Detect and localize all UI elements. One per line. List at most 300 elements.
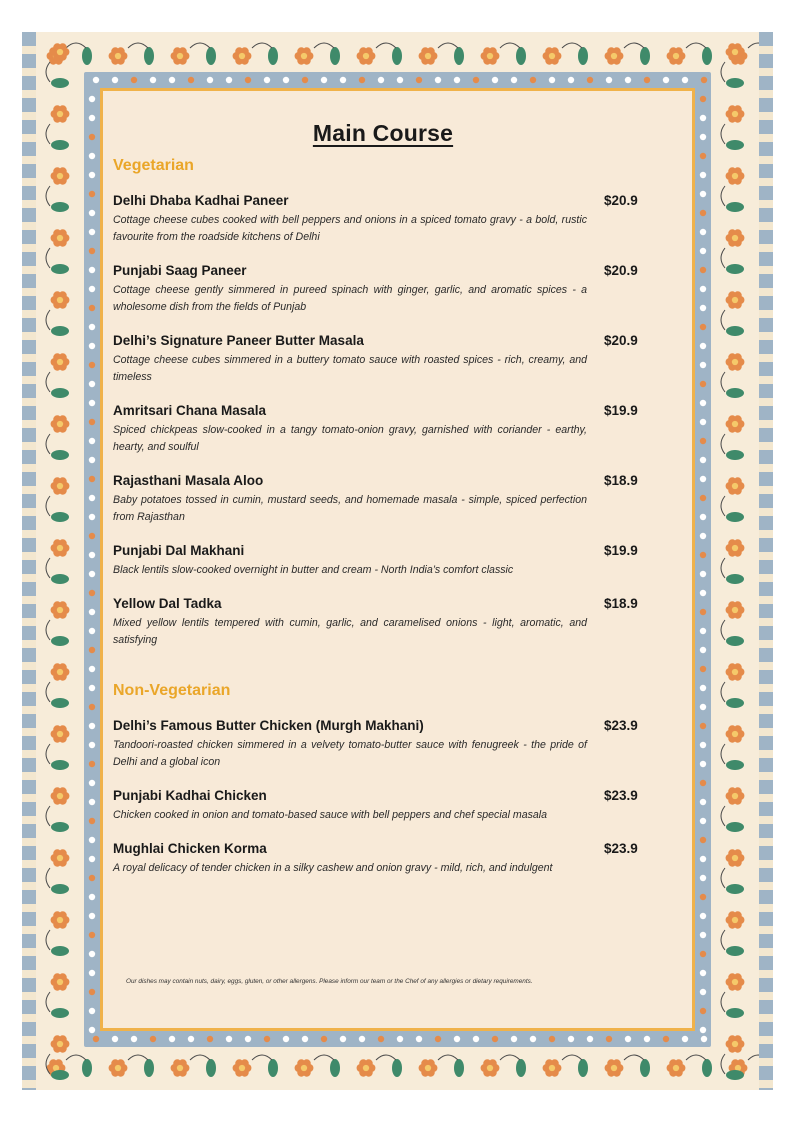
- leaf-icon: [51, 140, 69, 150]
- leaf-icon: [726, 636, 744, 646]
- frame-dot: [492, 1036, 498, 1042]
- frame-dot: [700, 362, 706, 368]
- leaf-icon: [578, 47, 588, 65]
- item-name: Delhi’s Famous Butter Chicken (Murgh Makhani): [113, 718, 424, 733]
- leaf-icon: [726, 450, 744, 460]
- frame-dot: [340, 1036, 346, 1042]
- frame-dot: [700, 875, 706, 881]
- leaf-icon: [726, 822, 744, 832]
- frame-dot: [89, 913, 95, 919]
- frame-dot: [700, 552, 706, 558]
- frame-dot: [89, 970, 95, 976]
- flower-icon: [605, 47, 624, 64]
- flower-icon: [171, 1059, 190, 1076]
- frame-dot: [283, 77, 289, 83]
- frame-dot: [89, 1008, 95, 1014]
- leaf-icon: [516, 1059, 526, 1077]
- frame-dot: [700, 628, 706, 634]
- menu-item: [113, 788, 653, 824]
- frame-dot: [700, 894, 706, 900]
- frame-dot: [359, 77, 365, 83]
- flower-icon: [726, 601, 745, 618]
- frame-dot: [188, 1036, 194, 1042]
- frame-dot: [89, 552, 95, 558]
- frame-dot: [89, 400, 95, 406]
- flower-icon: [51, 415, 70, 432]
- frame-dot: [89, 609, 95, 615]
- flower-icon: [726, 477, 745, 494]
- leaf-icon: [454, 47, 464, 65]
- frame-dot: [397, 77, 403, 83]
- frame-dot: [511, 1036, 517, 1042]
- menu-item: [113, 403, 653, 456]
- frame-dot: [378, 1036, 384, 1042]
- frame-dot: [587, 77, 593, 83]
- flower-icon: [51, 167, 70, 184]
- frame-dot: [188, 77, 194, 83]
- flower-icon: [357, 1059, 376, 1076]
- frame-dot: [700, 723, 706, 729]
- frame-dot: [700, 1008, 706, 1014]
- flower-icon: [51, 601, 70, 618]
- leaf-icon: [51, 574, 69, 584]
- frame-dot: [89, 191, 95, 197]
- frame-dot: [89, 324, 95, 330]
- frame-dot: [264, 77, 270, 83]
- frame-dot: [359, 1036, 365, 1042]
- frame-dot: [549, 1036, 555, 1042]
- leaf-icon: [51, 1070, 69, 1080]
- item-description: Spiced chickpeas slow-cooked in a tangy tomato-onion gravy, garnished with coriander - earthy, hearty, and soulful: [113, 424, 587, 453]
- frame-dot: [89, 229, 95, 235]
- item-price: $18.9: [604, 596, 638, 611]
- flower-icon: [51, 291, 70, 308]
- leaf-icon: [726, 574, 744, 584]
- frame-dot: [89, 476, 95, 482]
- menu-item: [113, 193, 653, 246]
- section-gap: [113, 666, 653, 682]
- frame-dot: [89, 286, 95, 292]
- section-heading-non-vegetarian: Non-Vegetarian: [113, 682, 231, 699]
- frame-dot: [700, 989, 706, 995]
- leaf-icon: [726, 140, 744, 150]
- frame-dot: [89, 1027, 95, 1033]
- leaf-icon: [726, 78, 744, 88]
- frame-dot: [700, 400, 706, 406]
- frame-dot: [89, 248, 95, 254]
- flower-icon: [51, 477, 70, 494]
- flower-icon: [419, 1059, 438, 1076]
- frame-dot: [89, 438, 95, 444]
- frame-dot: [112, 1036, 118, 1042]
- frame-dot: [663, 77, 669, 83]
- frame-dot: [131, 77, 137, 83]
- border-stripe-left: [22, 32, 36, 1090]
- frame-dot: [700, 286, 706, 292]
- menu-item: [113, 841, 653, 877]
- allergen-footnote: Our dishes may contain nuts, dairy, eggs, gluten, or other allergens. Please inform our team or the Chef of any allergies or dietary requirements.: [126, 978, 533, 985]
- frame-dot: [89, 495, 95, 501]
- flower-icon: [726, 1035, 745, 1052]
- item-price: $23.9: [604, 841, 638, 856]
- frame-dot: [89, 571, 95, 577]
- leaf-icon: [726, 698, 744, 708]
- item-name: Delhi Dhaba Kadhai Paneer: [113, 193, 289, 208]
- item-description: Baby potatoes tossed in cumin, mustard seeds, and homemade masala - simple, spiced perfection from Rajasthan: [113, 494, 587, 523]
- frame-dot: [700, 913, 706, 919]
- frame-dot: [587, 1036, 593, 1042]
- frame-dot: [700, 419, 706, 425]
- floral-border-bottom: [36, 1046, 759, 1090]
- flower-icon: [357, 47, 376, 64]
- leaf-icon: [726, 326, 744, 336]
- flower-icon: [726, 43, 745, 60]
- frame-dot: [700, 647, 706, 653]
- frame-dot: [700, 96, 706, 102]
- flower-icon: [51, 849, 70, 866]
- leaf-icon: [51, 636, 69, 646]
- frame-dot: [700, 457, 706, 463]
- frame-dot: [700, 153, 706, 159]
- frame-dot: [700, 571, 706, 577]
- frame-dot: [700, 514, 706, 520]
- flower-icon: [51, 787, 70, 804]
- frame-dot: [89, 704, 95, 710]
- leaf-icon: [51, 512, 69, 522]
- leaf-icon: [516, 47, 526, 65]
- frame-dot: [625, 77, 631, 83]
- frame-dot: [682, 1036, 688, 1042]
- leaf-icon: [144, 47, 154, 65]
- flower-icon: [543, 47, 562, 64]
- item-description: Cottage cheese gently simmered in pureed spinach with ginger, garlic, and aromatic spices - a wholesome dish from the fields of Punjab: [113, 284, 587, 313]
- leaf-icon: [330, 47, 340, 65]
- frame-dot: [700, 229, 706, 235]
- frame-dot: [700, 172, 706, 178]
- frame-dot: [89, 115, 95, 121]
- frame-dot: [89, 894, 95, 900]
- frame-dot: [89, 647, 95, 653]
- flower-icon: [233, 1059, 252, 1076]
- frame-dot: [530, 77, 536, 83]
- page-title: Main Course: [312, 120, 454, 146]
- item-name: Rajasthani Masala Aloo: [113, 473, 264, 488]
- frame-dot: [89, 666, 95, 672]
- frame-dot: [700, 210, 706, 216]
- frame-dot: [700, 742, 706, 748]
- frame-dot: [700, 780, 706, 786]
- frame-dot: [663, 1036, 669, 1042]
- menu-item: [113, 263, 653, 316]
- flower-icon: [726, 291, 745, 308]
- frame-dot: [700, 590, 706, 596]
- flower-icon: [543, 1059, 562, 1076]
- frame-dot: [131, 1036, 137, 1042]
- frame-dot: [89, 381, 95, 387]
- frame-dot: [473, 1036, 479, 1042]
- item-name: Punjabi Kadhai Chicken: [113, 788, 267, 803]
- flower-icon: [726, 973, 745, 990]
- flower-icon: [51, 43, 70, 60]
- frame-dot: [700, 1027, 706, 1033]
- leaf-icon: [206, 1059, 216, 1077]
- frame-dot: [700, 248, 706, 254]
- frame-dot: [454, 1036, 460, 1042]
- leaf-icon: [726, 760, 744, 770]
- leaf-icon: [454, 1059, 464, 1077]
- flower-icon: [295, 47, 314, 64]
- frame-dot: [89, 685, 95, 691]
- item-name: Punjabi Saag Paneer: [113, 263, 247, 278]
- frame-dot: [245, 1036, 251, 1042]
- leaf-icon: [51, 760, 69, 770]
- frame-dot: [701, 1036, 707, 1042]
- leaf-icon: [51, 884, 69, 894]
- frame-dot: [89, 932, 95, 938]
- frame-dot: [89, 723, 95, 729]
- leaf-icon: [51, 202, 69, 212]
- leaf-icon: [51, 822, 69, 832]
- flower-icon: [51, 229, 70, 246]
- floral-border-right: [711, 32, 759, 1090]
- frame-dot: [302, 77, 308, 83]
- menu-item: [113, 596, 653, 649]
- frame-dot: [226, 1036, 232, 1042]
- frame-dot: [700, 951, 706, 957]
- frame-dot: [700, 818, 706, 824]
- frame-dot: [700, 324, 706, 330]
- flower-icon: [419, 47, 438, 64]
- flower-icon: [667, 1059, 686, 1076]
- frame-dot: [89, 875, 95, 881]
- frame-dot: [701, 77, 707, 83]
- item-price: $23.9: [604, 788, 638, 803]
- item-price: $19.9: [604, 403, 638, 418]
- frame-dot: [89, 856, 95, 862]
- frame-dot: [112, 77, 118, 83]
- frame-dot: [89, 362, 95, 368]
- flower-icon: [51, 1035, 70, 1052]
- leaf-icon: [726, 946, 744, 956]
- item-description: Chicken cooked in onion and tomato-based sauce with bell peppers and chef special masala: [113, 809, 548, 821]
- frame-dot: [511, 77, 517, 83]
- frame-dot: [283, 1036, 289, 1042]
- flower-icon: [51, 911, 70, 928]
- flower-icon: [726, 105, 745, 122]
- frame-dot: [89, 153, 95, 159]
- leaf-icon: [392, 47, 402, 65]
- leaf-icon: [726, 1008, 744, 1018]
- frame-dot: [89, 951, 95, 957]
- frame-dot: [89, 818, 95, 824]
- flower-icon: [51, 663, 70, 680]
- flower-icon: [726, 229, 745, 246]
- frame-dot: [150, 77, 156, 83]
- frame-dot: [378, 77, 384, 83]
- leaf-icon: [726, 202, 744, 212]
- frame-dot: [89, 533, 95, 539]
- menu-item: [113, 543, 653, 579]
- frame-dot: [207, 1036, 213, 1042]
- flower-icon: [726, 787, 745, 804]
- frame-dot: [454, 77, 460, 83]
- item-description: Cottage cheese cubes cooked with bell peppers and onions in a spiced tomato gravy - a bold, rustic favourite from the roadside kitchens of Delhi: [113, 214, 587, 243]
- flower-icon: [726, 725, 745, 742]
- frame-dot: [321, 77, 327, 83]
- flower-icon: [605, 1059, 624, 1076]
- frame-dot: [416, 1036, 422, 1042]
- item-name: Punjabi Dal Makhani: [113, 543, 245, 558]
- frame-dot: [700, 837, 706, 843]
- frame-dot: [700, 609, 706, 615]
- leaf-icon: [640, 47, 650, 65]
- flower-icon: [726, 911, 745, 928]
- frame-dot: [700, 799, 706, 805]
- frame-dot: [93, 1036, 99, 1042]
- item-name: Yellow Dal Tadka: [113, 596, 222, 611]
- item-description: A royal delicacy of tender chicken in a silky cashew and onion gravy - mild, rich, and indulgent: [113, 862, 553, 874]
- frame-dot: [549, 77, 555, 83]
- leaf-icon: [51, 264, 69, 274]
- frame-dot: [492, 77, 498, 83]
- frame-dot: [700, 267, 706, 273]
- frame-dot: [700, 438, 706, 444]
- leaf-icon: [51, 450, 69, 460]
- item-description: Black lentils slow-cooked overnight in butter and cream - North India’s comfort classic: [113, 564, 514, 576]
- frame-dot: [700, 191, 706, 197]
- leaf-icon: [51, 326, 69, 336]
- frame-dot: [89, 761, 95, 767]
- item-price: $18.9: [604, 473, 638, 488]
- leaf-icon: [330, 1059, 340, 1077]
- frame-dot: [89, 989, 95, 995]
- frame-dot: [89, 457, 95, 463]
- frame-dot: [89, 742, 95, 748]
- frame-dot: [644, 77, 650, 83]
- frame-dot: [625, 1036, 631, 1042]
- flower-icon: [726, 849, 745, 866]
- flower-icon: [667, 47, 686, 64]
- leaf-icon: [51, 946, 69, 956]
- floral-border-left: [36, 32, 84, 1090]
- frame-dot: [93, 77, 99, 83]
- item-price: $20.9: [604, 333, 638, 348]
- leaf-icon: [51, 1008, 69, 1018]
- frame-dot: [89, 343, 95, 349]
- item-price: $20.9: [604, 193, 638, 208]
- frame-dot: [568, 1036, 574, 1042]
- frame-dot: [568, 77, 574, 83]
- frame-dot: [435, 77, 441, 83]
- item-name: Mughlai Chicken Korma: [113, 841, 267, 856]
- frame-dot: [245, 77, 251, 83]
- frame-dot: [700, 761, 706, 767]
- frame-dot: [606, 77, 612, 83]
- item-name: Delhi’s Signature Paneer Butter Masala: [113, 333, 364, 348]
- leaf-icon: [726, 512, 744, 522]
- leaf-icon: [726, 388, 744, 398]
- flower-icon: [109, 47, 128, 64]
- leaf-icon: [51, 78, 69, 88]
- section-heading-vegetarian: Vegetarian: [113, 157, 194, 174]
- frame-dot: [89, 628, 95, 634]
- frame-dot: [89, 305, 95, 311]
- leaf-icon: [726, 1070, 744, 1080]
- frame-dot: [700, 381, 706, 387]
- frame-dot: [264, 1036, 270, 1042]
- flower-icon: [481, 1059, 500, 1076]
- frame-dot: [207, 77, 213, 83]
- frame-dot: [606, 1036, 612, 1042]
- flower-icon: [51, 725, 70, 742]
- item-description: Cottage cheese cubes simmered in a buttery tomato sauce with roasted spices - rich, creamy, and timeless: [113, 354, 587, 383]
- frame-dot: [89, 590, 95, 596]
- frame-dot: [682, 77, 688, 83]
- frame-dot: [89, 96, 95, 102]
- frame-dot: [700, 476, 706, 482]
- item-price: $19.9: [604, 543, 638, 558]
- flower-icon: [726, 539, 745, 556]
- leaf-icon: [640, 1059, 650, 1077]
- frame-dot: [89, 172, 95, 178]
- item-description: Mixed yellow lentils tempered with cumin, garlic, and caramelised onions - light, aromatic, and satisfying: [113, 617, 587, 646]
- frame-dot: [89, 210, 95, 216]
- frame-dot: [644, 1036, 650, 1042]
- frame-dot: [169, 77, 175, 83]
- frame-dot: [150, 1036, 156, 1042]
- item-price: $20.9: [604, 263, 638, 278]
- leaf-icon: [268, 47, 278, 65]
- frame-dot: [397, 1036, 403, 1042]
- flower-icon: [171, 47, 190, 64]
- frame-dot: [340, 77, 346, 83]
- frame-dot: [700, 685, 706, 691]
- frame-dot: [700, 856, 706, 862]
- frame-dot: [700, 495, 706, 501]
- flower-icon: [51, 353, 70, 370]
- flower-icon: [51, 105, 70, 122]
- flower-icon: [726, 415, 745, 432]
- frame-dot: [89, 837, 95, 843]
- frame-dot: [700, 970, 706, 976]
- frame-dot: [700, 704, 706, 710]
- frame-dot: [226, 77, 232, 83]
- leaf-icon: [726, 884, 744, 894]
- flower-icon: [51, 973, 70, 990]
- frame-dot: [700, 343, 706, 349]
- frame-dot: [530, 1036, 536, 1042]
- frame-dot: [700, 932, 706, 938]
- flower-icon: [109, 1059, 128, 1076]
- frame-dot: [321, 1036, 327, 1042]
- frame-dot: [89, 267, 95, 273]
- item-description: Tandoori-roasted chicken simmered in a velvety tomato-butter sauce with fenugreek - the pride of Delhi and a global icon: [113, 739, 587, 768]
- leaf-icon: [144, 1059, 154, 1077]
- frame-dot: [435, 1036, 441, 1042]
- leaf-icon: [206, 47, 216, 65]
- flower-icon: [233, 47, 252, 64]
- frame-dot: [89, 514, 95, 520]
- frame-dot: [700, 533, 706, 539]
- frame-dot: [473, 77, 479, 83]
- menu-item: [113, 718, 653, 771]
- flower-icon: [51, 539, 70, 556]
- item-price: $23.9: [604, 718, 638, 733]
- frame-dot: [700, 134, 706, 140]
- frame-dot: [89, 419, 95, 425]
- frame-dot: [700, 115, 706, 121]
- flower-icon: [726, 353, 745, 370]
